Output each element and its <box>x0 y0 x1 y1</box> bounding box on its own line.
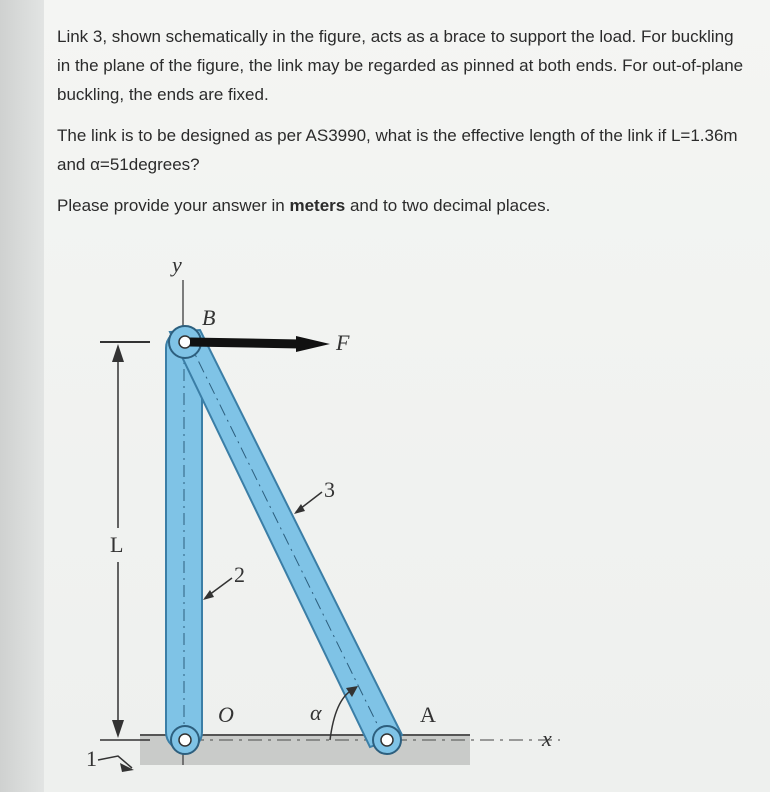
pin-o-hole <box>179 734 191 746</box>
link-3 <box>170 330 402 747</box>
label-l: L <box>110 532 124 557</box>
label-f: F <box>336 330 350 355</box>
label-o: O <box>218 702 234 727</box>
load-arrow-head <box>296 336 330 352</box>
label-link-2: 2 <box>234 562 245 587</box>
answer-instruction-prefix: Please provide your answer in <box>57 196 290 215</box>
question-paragraph-1: Link 3, shown schematically in the figure, acts as a brace to support the load. For buckling in the plane of the figure, the link may be regarded as pinned at both ends. For out-of-plane buckling, the ends are fixed. <box>57 27 744 104</box>
answer-units: meters <box>289 196 346 215</box>
dimension-l <box>100 342 150 740</box>
leader-1 <box>98 756 132 768</box>
answer-instruction-suffix: and to two decimal places. <box>345 196 551 215</box>
label-a: A <box>420 702 436 727</box>
link-figure <box>0 240 770 792</box>
pin-b-hole <box>179 336 191 348</box>
question-paragraph-3 <box>57 191 747 220</box>
load-arrow-shaft <box>190 342 300 344</box>
leader-2-head <box>203 590 214 600</box>
label-y: y <box>172 252 182 277</box>
question-text <box>57 22 747 232</box>
pin-a-hole <box>381 734 393 746</box>
label-link-1: 1 <box>86 746 97 771</box>
label-alpha: α <box>310 700 322 725</box>
label-x: x <box>542 726 552 751</box>
label-b: B <box>202 305 216 330</box>
question-paragraph-2: The link is to be designed as per AS3990, what is the effective length of the link if L=1.36m and α=51degrees? <box>57 126 738 174</box>
label-link-3: 3 <box>324 477 335 502</box>
